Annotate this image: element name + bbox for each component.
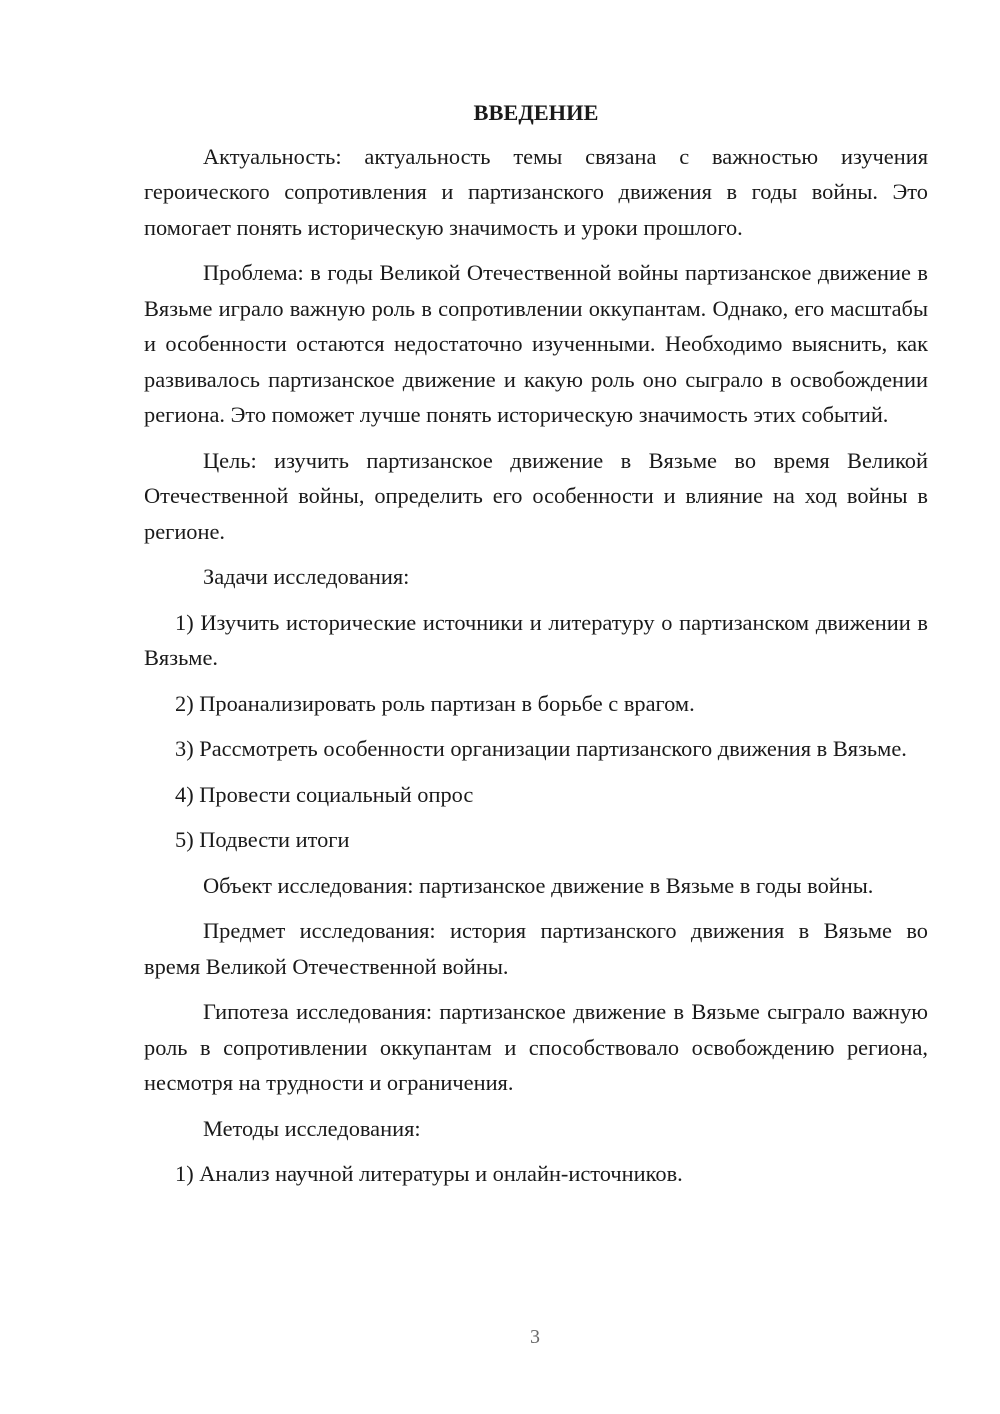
task-item-1: 1) Изучить исторические источники и литературу о партизанском движении в Вязьме. — [144, 609, 928, 670]
goal-paragraph: Цель: изучить партизанское движение в Вязьме во время Великой Отечественной войны, определить его особенности и влияние на ход войны в регионе. — [144, 447, 928, 544]
task-item-4: 4) Провести социальный опрос — [175, 781, 474, 807]
task-item-2: 2) Проанализировать роль партизан в борьбе с врагом. — [175, 690, 695, 716]
section-title: ВВЕДЕНИЕ — [473, 100, 599, 125]
object-paragraph: Объект исследования: партизанское движение в Вязьме в годы войны. — [203, 872, 874, 898]
problem-paragraph: Проблема: в годы Великой Отечественной войны партизанское движение в Вязьме играло важную роль в сопротивлении оккупантам. Однако, его масштабы и особенности остаются недостаточно изученными. Необходимо выяснить, как развивалось партизанское движение и какую роль оно сыграло в освобождении региона. Это поможет лучше понять историческую значимость этих событий. — [144, 260, 928, 427]
tasks-heading: Задачи исследования: — [203, 564, 410, 589]
subject-paragraph: Предмет исследования: история партизанского движения в Вязьме во время Великой Отечественной войны. — [144, 918, 928, 979]
task-item-3: 3) Рассмотреть особенности организации партизанского движения в Вязьме. — [175, 736, 907, 761]
method-item-1: 1) Анализ научной литературы и онлайн-источников. — [175, 1161, 683, 1186]
relevance-paragraph: Актуальность: актуальность темы связана с важностью изучения героического сопротивления и партизанского движения в годы войны. Это помогает понять историческую значимость и уроки прошлого. — [144, 143, 928, 240]
hypothesis-paragraph: Гипотеза исследования: партизанское движение в Вязьме сыграло важную роль в сопротивлении оккупантам и способствовало освобождению региона, несмотря на трудности и ограничения. — [144, 999, 928, 1095]
document-page — [144, 95, 928, 1202]
page-number: 3 — [530, 1326, 540, 1348]
task-item-5: 5) Подвести итоги — [175, 827, 350, 852]
methods-heading: Методы исследования: — [203, 1115, 421, 1141]
